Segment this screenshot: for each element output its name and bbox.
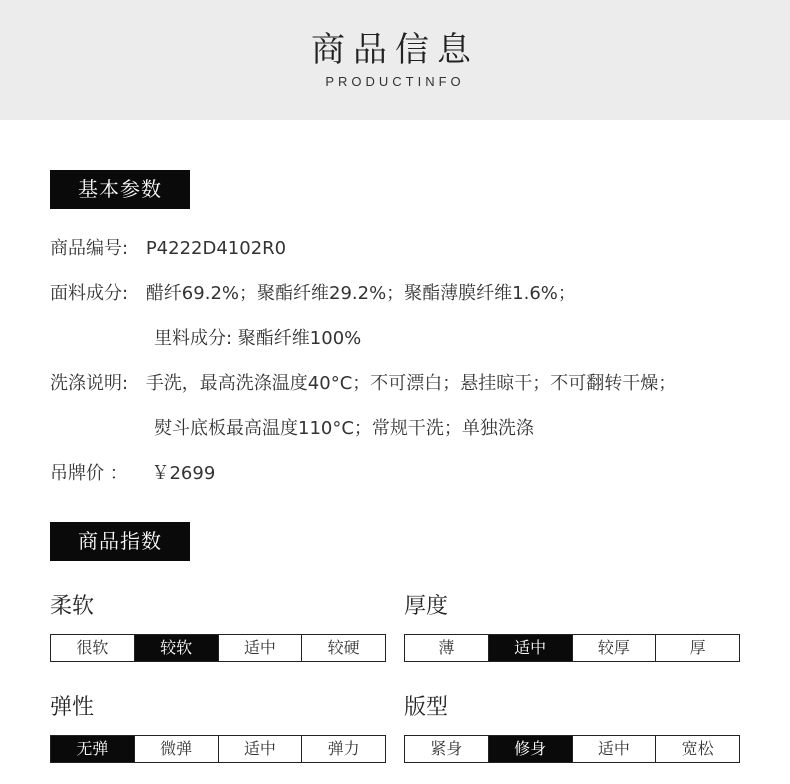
product-index-tag: 商品指数 <box>50 522 190 561</box>
fabric-label: 面料成分: <box>50 283 129 304</box>
price-label: 吊牌价 ： <box>50 463 128 484</box>
thickness-scale <box>404 634 740 662</box>
elasticity-scale <box>50 735 386 763</box>
elasticity-option: 弹力 <box>301 736 385 762</box>
fit-scale <box>404 735 740 763</box>
basic-params-tag: 基本参数 <box>50 170 190 209</box>
product-code-value: P4222D4102R0 <box>145 238 287 259</box>
wash-label: 洗涤说明: <box>50 373 129 394</box>
fit-label: 版型 <box>404 695 449 720</box>
product-info-header <box>0 0 790 120</box>
elasticity-option: 微弹 <box>134 736 218 762</box>
thickness-option: 厚 <box>655 635 739 661</box>
elasticity-label: 弹性 <box>50 695 95 720</box>
wash-value-1: 手洗，最高洗涤温度40°C；不可漂白；悬挂晾干；不可翻转干燥； <box>145 373 677 394</box>
softness-option: 较硬 <box>301 635 385 661</box>
header-subtitle: PRODUCTINFO <box>325 74 465 89</box>
fit-option-selected: 修身 <box>488 736 572 762</box>
wash-value-2: 熨斗底板最高温度110°C；常规干洗；单独洗涤 <box>154 418 534 439</box>
softness-option: 很软 <box>76 638 109 657</box>
fit-option: 紧身 <box>430 739 463 758</box>
softness-option-selected: 较软 <box>134 635 218 661</box>
fit-option: 宽松 <box>655 736 739 762</box>
thickness-option-selected: 适中 <box>488 635 572 661</box>
thickness-option: 薄 <box>438 638 455 657</box>
wash-row <box>50 372 676 396</box>
lining-row: 里料成分: 聚酯纤维100% <box>154 328 362 349</box>
price-value: ￥2699 <box>151 463 216 484</box>
softness-label: 柔软 <box>50 594 95 619</box>
product-code-label: 商品编号: <box>50 238 129 259</box>
softness-scale <box>50 634 386 662</box>
elasticity-option-selected: 无弹 <box>51 736 134 762</box>
header-title: 商品信息 <box>311 30 479 70</box>
fit-option: 适中 <box>572 736 656 762</box>
elasticity-option: 适中 <box>218 736 302 762</box>
price-row <box>50 462 215 486</box>
softness-option: 适中 <box>218 635 302 661</box>
product-code-row <box>50 237 286 261</box>
thickness-option: 较厚 <box>572 635 656 661</box>
fabric-row <box>50 282 576 306</box>
thickness-label: 厚度 <box>404 594 449 619</box>
fabric-value: 醋纤69.2%；聚酯纤维29.2%；聚酯薄膜纤维1.6%； <box>145 283 576 304</box>
